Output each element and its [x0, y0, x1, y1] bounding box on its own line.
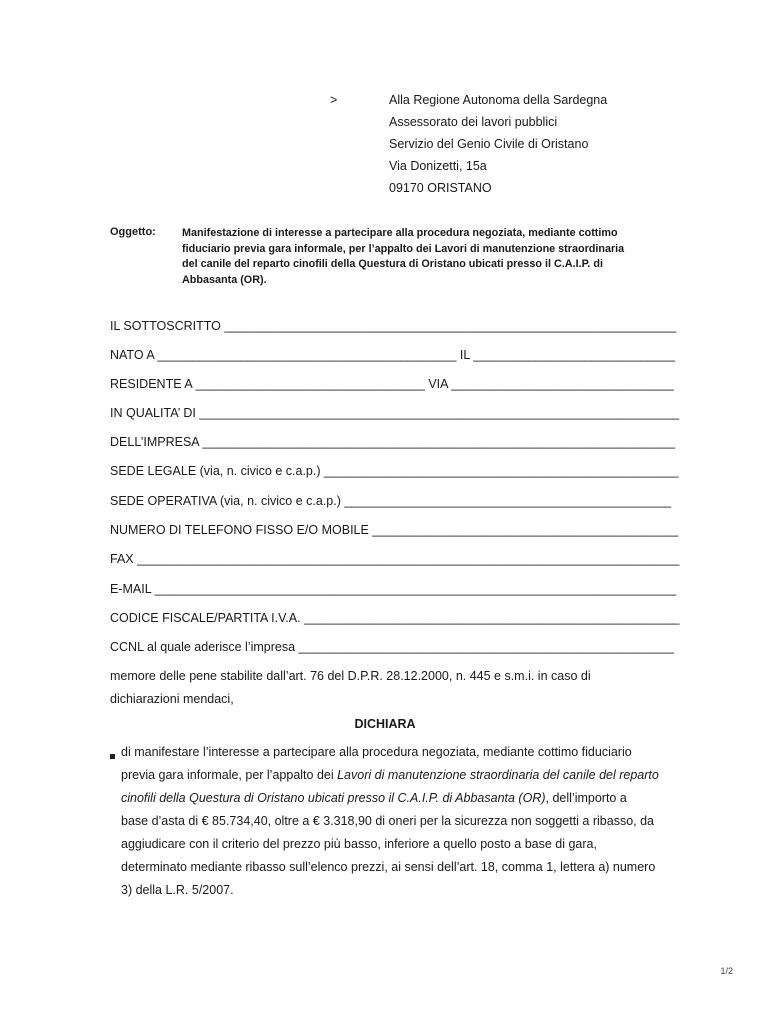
field-nato-a[interactable]: NATO A ___________________________________________ IL _____________________________: [110, 348, 675, 362]
bullet-line-4: base d’asta di € 85.734,40, oltre a € 3.318,90 di oneri per la sicurezza non soggetti a ribasso, da: [121, 814, 654, 828]
bullet-line-2-text: previa gara informale, per l’appalto dei: [121, 768, 338, 782]
recipient-line-5: 09170 ORISTANO: [389, 181, 492, 195]
field-email[interactable]: E-MAIL ___________________________________________________________________________: [110, 582, 677, 596]
recipient-line-2: Assessorato dei lavori pubblici: [389, 115, 558, 129]
bullet-line-1: di manifestare l’interesse a partecipare alla procedura negoziata, mediante cottimo fiduciario: [121, 745, 632, 759]
bullet-line-6: determinato mediante ribasso sull’elenco prezzi, ai sensi dell’art. 18, comma 1, lettera a) numero: [121, 860, 656, 874]
field-sottoscritto[interactable]: IL SOTTOSCRITTO _________________________________________________________________: [110, 319, 677, 333]
bullet-square-icon: [110, 754, 115, 759]
subject-line-3: del canile del reparto cinofili della Questura di Oristano ubicati presso il C.A.I.P. di: [182, 258, 603, 270]
subject-label: Oggetto:: [110, 226, 156, 238]
bullet-line-5: aggiudicare con il criterio del prezzo più basso, inferiore a quello posto a base di gara,: [121, 837, 597, 851]
recipient-line-1: Alla Regione Autonoma della Sardegna: [389, 93, 608, 107]
memore-line-1: memore delle pene stabilite dall’art. 76 del D.P.R. 28.12.2000, n. 445 e s.m.i. in caso di: [110, 669, 591, 683]
field-sede-legale[interactable]: SEDE LEGALE (via, n. civico e c.a.p.) ___________________________________________________: [110, 464, 679, 478]
field-telefono[interactable]: NUMERO DI TELEFONO FISSO E/O MOBILE ____________________________________________: [110, 523, 679, 537]
field-residente[interactable]: RESIDENTE A _________________________________ VIA ________________________________: [110, 377, 674, 391]
recipient-line-4: Via Donizetti, 15a: [389, 159, 487, 173]
bullet-line-3-text: , dell’importo a: [545, 791, 627, 805]
subject-line-1: Manifestazione di interesse a partecipare alla procedura negoziata, mediante cottimo: [182, 227, 618, 239]
memore-line-2: dichiarazioni mendaci,: [110, 692, 234, 706]
field-sede-operativa[interactable]: SEDE OPERATIVA (via, n. civico e c.a.p.) _______________________________________________: [110, 494, 672, 508]
bullet-line-7: 3) della L.R. 5/2007.: [121, 883, 234, 897]
dichiara-title: DICHIARA: [354, 717, 416, 731]
page-number: 1/2: [720, 966, 733, 976]
field-ccnl[interactable]: CCNL al quale aderisce l’impresa ______________________________________________________: [110, 640, 674, 654]
bullet-line-3: [121, 791, 627, 805]
bullet-line-2: [121, 768, 659, 782]
arrow-marker: >: [330, 93, 338, 107]
subject-text: [182, 226, 662, 288]
bullet-line-2-italic: Lavori di manutenzione straordinaria del canile del reparto: [337, 768, 659, 782]
subject-line-2: fiduciario previa gara informale, per l’appalto dei Lavori di manutenzione straordinaria: [182, 242, 625, 255]
recipient-line-3: Servizio del Genio Civile di Oristano: [389, 137, 589, 151]
field-fax[interactable]: FAX ______________________________________________________________________________: [110, 552, 680, 566]
field-codice-fiscale[interactable]: CODICE FISCALE/PARTITA I.V.A. ______________________________________________________: [110, 611, 680, 625]
field-qualita[interactable]: IN QUALITA’ DI _____________________________________________________________________: [110, 406, 680, 420]
bullet-line-3-italic: cinofili della Questura di Oristano ubicati presso il C.A.I.P. di Abbasanta (OR): [121, 791, 546, 805]
field-impresa[interactable]: DELL’IMPRESA ____________________________________________________________________: [110, 435, 676, 449]
subject-line-4: Abbasanta (OR).: [182, 273, 267, 286]
